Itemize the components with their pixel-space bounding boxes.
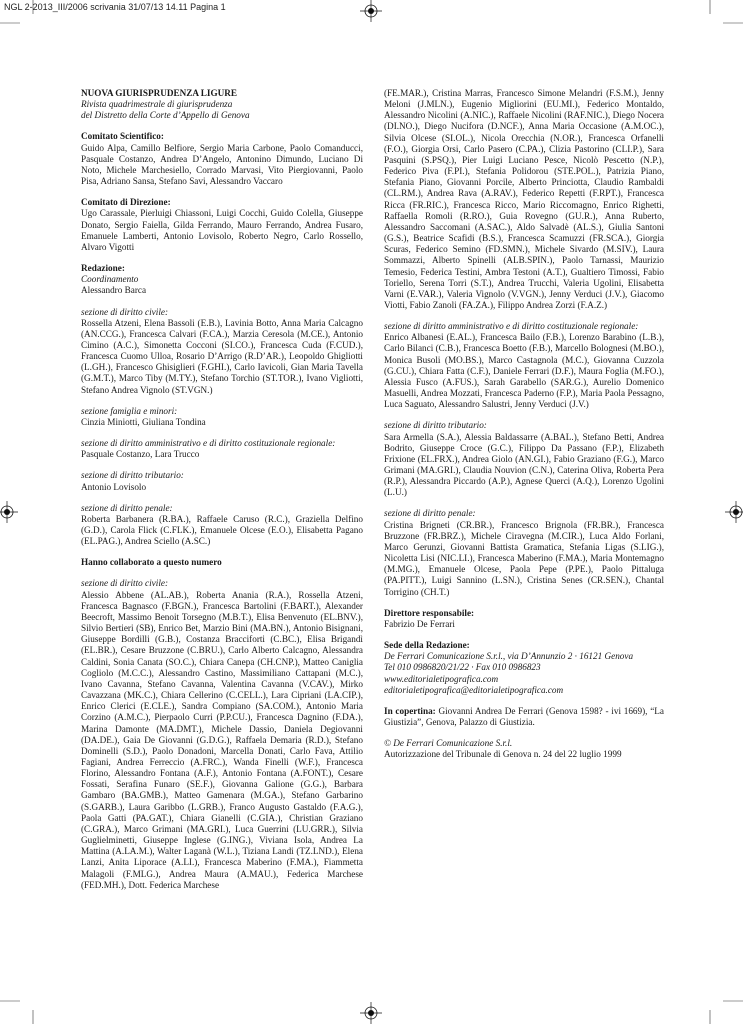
sede-email[interactable]: editorialetipografica@editorialetipografica.com — [384, 684, 564, 695]
right-column — [384, 88, 664, 760]
sede-website[interactable]: www.editorialetipografica.com — [384, 673, 499, 684]
comitato-scientifico-members: Guido Alpa, Camillo Belfiore, Sergio Maria Carbone, Paolo Comanducci, Pasquale Costanzo, Andrea D’Angelo, Antonino Dimundo, Luciano Di Noto, Michele Marchesiello, Corrado Marvasi, Vito Piergiovanni, Paolo Pisa, Adriano Sansa, Stefano Savi, Alessandro Vaccaro — [81, 142, 363, 187]
collab-penale-heading: sezione di diritto penale: — [384, 508, 476, 519]
collab-amministrativo-heading: sezione di diritto amministrativo e di diritto costituzionale regionale: — [384, 321, 639, 332]
coordinamento-label: Coordinamento — [81, 274, 139, 285]
printer-slug: NGL 2-2013_III/2006 scrivania 31/07/13 14.11 Pagina 1 — [4, 2, 226, 12]
autorizzazione: Autorizzazione del Tribunale di Genova n. 24 del 22 luglio 1999 — [384, 749, 622, 760]
copertina-paragraph — [384, 706, 664, 728]
collab-penale-members: Cristina Brigneti (CR.BR.), Francesco Brignola (FR.BR.), Francesca Bruzzone (FR.BRZ.), Michele Ciravegna (M.CIR.), Luca Aldo Forlani, Marco Gerunzi, Giovanni Battista Gramatica, Stefania Ligas (S.LIG.), Nicoletta Lisi (NIC.LI.), Francesca Maberino (F.MA.), Maria Montemagno (M.MG.), Emanuele Olcese, Paola Pepe (P.PE.), Paolo Pittaluga (PA.PITT.), Luigi Sannino (L.SN.), Cristina Senes (CR.SEN.), Chantal Torrigino (CH.T.) — [384, 519, 664, 597]
comitato-direzione-heading: Comitato di Direzione: — [81, 197, 171, 208]
registration-mark-top — [360, 0, 382, 22]
penale-section-members: Roberta Barbanera (R.BA.), Raffaele Caruso (R.C.), Graziella Delfino (G.D.), Carola Flick (C.FLK.), Emanuele Olcese (E.O.), Elisabetta Pagano (EL.PAG.), Andrea Sciello (A.SC.) — [81, 513, 363, 547]
civile-section-members: Rossella Atzeni, Elena Bassoli (E.B.), Lavinia Botto, Anna Maria Calcagno (AN.CCG.), Francesca Calvari (F.CA.), Marzia Ceresola (M.CE.), Antonio Cimino (A.C.), Simonetta Cocconi (SI.CO.), Francesca Cuda (F.CUD.), Francesca Cuomo Ulloa, Rosario D’Arrigo (R.D’AR.), Leopoldo Ghigliotti (L.GH.), Francesco Ghisiglieri (F.GHI.), Carlo Iavicoli, Gian Maria Tavella (G.M.T.), Marco Tiby (M.TY.), Stefano Torchio (ST.TOR.), Ivano Vigliotti, Stefano Andrea Vignolo (ST.VGN.) — [81, 317, 363, 395]
comitato-direzione-members: Ugo Carassale, Pierluigi Chiassoni, Luigi Cocchi, Guido Colella, Giuseppe Donato, Sergio Faiella, Gilda Ferrando, Mauro Ferrando, Andrea Fusaro, Emanuele Lamberti, Antonio Lovisolo, Roberto Negro, Carlo Rossello, Alvaro Vigotti — [81, 208, 363, 252]
tributario-section-heading: sezione di diritto tributario: — [81, 470, 184, 481]
famiglia-section-members: Cinzia Miniotti, Giuliana Tondina — [81, 416, 206, 427]
journal-title: NUOVA GIURISPRUDENZA LIGURE — [81, 88, 238, 98]
left-column — [81, 88, 363, 891]
collab-amministrativo-members: Enrico Albanesi (E.AL.), Francesca Bailo (F.B.), Lorenzo Barabino (L.B.), Carlo Bilanci (C.B.), Francesca Boetto (F.B.), Marcello Bolognesi (M.BO.), Monica Busoli (MO.BS.), Marco Castagnola (M.C.), Giovanna Cuzzola (G.CU.), Chiara Fatta (C.F.), Daniele Ferrari (D.F.), Maura Foglia (M.FO.), Alessia Fusco (A.FUS.), Sarah Garabello (SAR.G.), Aurelio Domenico Masuelli, Andrea Mozzati, Francesca Paderno (F.P.), Maria Paola Pessagno, Luca Saguato, Alessandro Salustri, Jenny Verduci (J.V.) — [384, 332, 664, 410]
collab-tributario-heading: sezione di diritto tributario: — [384, 420, 487, 431]
sede-phone: Tel 010 0986820/21/22 · Fax 010 0986823 — [384, 662, 541, 673]
coordinamento-name: Alessandro Barca — [81, 285, 147, 296]
journal-subtitle-line-1: Rivista quadrimestrale di giurisprudenza — [81, 99, 233, 110]
journal-subtitle-line-2: del Distretto della Corte d’Appello di Genova — [81, 110, 250, 121]
collab-civile-heading: sezione di diritto civile: — [81, 578, 169, 589]
copertina-heading: In copertina: — [384, 705, 436, 716]
civile-section-heading: sezione di diritto civile: — [81, 306, 169, 317]
tributario-section-members: Antonio Lovisolo — [81, 481, 147, 492]
amministrativo-section-members: Pasquale Costanzo, Lara Trucco — [81, 449, 200, 460]
collab-civile-members-continued: (FE.MAR.), Cristina Marras, Francesco Simone Melandri (F.S.M.), Jenny Meloni (J.MLN.), Eugenio Migliorini (EU.MI.), Federico Montaldo, Alessandro Nicolini (A.NIC.), Raffaele Nicolini (RAF.NIC.), Diego Nocera (DI.NO.), Diego Nucifora (D.NCF.), Anna Maria Occasione (A.M.OC.), Silvia Olcese (SI.OL.), Nicola Orecchia (N.OR.), Francesca Orfanelli (F.O.), Giorgia Orsi, Carlo Pasero (C.PA.), Clizia Pastorino (CLI.P.), Sara Pasquini (S.PSQ.), Pier Luigi Luciano Pesce, Nicolò Pescetto (N.P.), Federico Piva (F.PI.), Stefania Polidorou (STE.POL.), Patrizia Piano, Stefania Piano, Giovanni Porcile, Alberto Princiotta, Claudio Rambaldi (CL.RM.), Andrea Rava (A.RAV.), Federico Repetti (F.RPT.), Francesca Ricca (FR.RIC.), Francesca Ricco, Mario Riccomagno, Enrico Righetti, Raffaella Romoli (R.RO.), Guia Rovegno (GU.R.), Anna Ruberto, Alessandro Saccomani (A.SAC.), Aldo Salvadè (AL.S.), Giulia Santoni (G.S.), Beatrice Scafidi (B.S.), Francesca Scamuzzi (FR.SCA.), Giorgia Scuras, Federico Semino (FD.SMN.), Michele Sivardo (M.SIV.), Laura Sommazzi, Alberto Spinelli (ALB.SPIN.), Paolo Tarnassi, Maurizio Temesio, Federica Testini, Ambra Testoni (A.T.), Gualtiero Timossi, Fabio Toriello, Serena Torri (S.T.), Andrea Trucchi, Valeria Ugolini, Elisabetta Varni (E.VAR.), Valeria Vignolo (V.VGN.), Jenny Verduci (J.V.), Giacomo Viotti, Fabio Zanoli (FA.ZA.), Filippo Andrea Zorzi (F.A.Z.) — [384, 88, 664, 310]
amministrativo-section-heading: sezione di diritto amministrativo e di diritto costituzionale regionale: — [81, 438, 336, 449]
registration-mark-bottom — [360, 1002, 382, 1024]
direttore-heading: Direttore responsabile: — [384, 607, 475, 618]
collab-tributario-members: Sara Armella (S.A.), Alessia Baldassarre (A.BAL.), Stefano Betti, Andrea Bodrito, Giuseppe Croce (G.C.), Filippo Da Passano (F.P.), Elizabeth Frixione (EL.FRX.), Andrea Giolo (AN.GI.), Fabio Graziano (F.G.), Marco Grimani (MA.GRI.), Claudia Nouvion (C.N.), Caterina Oliva, Roberta Pera (R.P.), Alessandra Piccardo (A.P.), Agnese Querci (A.Q.), Lorenzo Ugolini (L.U.) — [384, 431, 664, 498]
sede-heading: Sede della Redazione: — [384, 640, 470, 651]
comitato-scientifico-heading: Comitato Scientifico: — [81, 131, 164, 142]
registration-mark-right — [725, 501, 743, 523]
collaborators-heading: Hanno collaborato a questo numero — [81, 557, 222, 568]
penale-section-heading: sezione di diritto penale: — [81, 502, 173, 513]
redazione-heading: Redazione: — [81, 263, 125, 274]
registration-mark-left — [0, 501, 18, 523]
copertina-text: Giovanni Andrea De Ferrari (Genova 1598? - ivi 1669), “La Giustizia”, Genova, Palazzo di Giustizia. — [384, 705, 664, 727]
collab-civile-members: Alessio Abbene (AL.AB.), Roberta Anania (R.A.), Rossella Atzeni, Francesca Bagnasco (F.BGN.), Francesca Bartolini (F.BART.), Alexander Beecroft, Massimo Benoit Torsegno (M.B.T.), Elisa Benvenuto (EL.BNV.), Silvio Bertieri (SB), Enrico Bet, Marzio Bini (MA.BN.), Antonio Bisignani, Giuseppe Bordilli (G.B.), Costanza Bracciforti (C.BC.), Elisa Brigandì (EL.BR.), Cesare Bruzzone (C.BRU.), Carlo Alberto Calcagno, Alessandra Caldini, Sonia Canata (SO.C.), Chiara Canepa (CH.CNP.), Matteo Caniglia Cogliolo (M.C.C.), Alessandro Castino, Massimiliano Cattapani (M.C.), Ivano Cavanna, Stefano Cavanna, Valentina Cavanna (V.CAV.), Mirko Cavazzana (MK.C.), Chiara Cellerino (C.CELL.), Lara Cipriani (LA.CIP.), Enrico Clerici (E.CLE.), Sandra Compiano (SA.COM.), Antonio Maria Corzino (A.M.C.), Pierpaolo Curri (P.P.CU.), Francesca Dagnino (F.DA.), Marina Damonte (MA.DMT.), Michele Dassio, Daniela Degiovanni (DA.DE.), Gaia De Giovanni (G.D.G.), Raffaela Demaria (R.D.), Stefano Dominelli (S.D.), Paolo Donadoni, Marcella Donati, Carlo Fava, Attilio Fagiani, Andrea Ferreccio (A.FRC.), Wanda Finelli (W.F.), Francesca Florino, Alessandro Fontana (A.F.), Antonio Fontana (A.FONT.), Cesare Fossati, Serafina Funaro (SE.F.), Giovanna Galione (G.G.), Barbara Gambaro (BA.GMB.), Matteo Gamenara (M.GA.), Stefano Garbarino (S.GARB.), Laura Garibbo (L.GRB.), Franco Augusto Gastaldo (F.A.G.), Paola Gatti (PA.GAT.), Chiara Gianelli (C.GIA.), Christian Graziano (C.GRA.), Marco Grimani (MA.GRI.), Luca Guerrini (LU.GRR.), Silvia Guglielminetti, Giuseppe Inglese (G.ING.), Viviana Isola, Andrea La Mattina (A.LA.M.), Walter Laganà (W.L.), Tiziana Landi (TZ.LND.), Elena Lanzi, Anita Liporace (A.LI.), Francesca Maberino (F.MA.), Fiammetta Malagoli (F.MLG.), Andrea Maura (A.MAU.), Federica Marchese (FED.MH.), Dott. Federica Marchese — [81, 589, 363, 890]
famiglia-section-heading: sezione famiglia e minori: — [81, 405, 178, 416]
sede-address: De Ferrari Comunicazione S.r.l., via D’Annunzio 2 · 16121 Genova — [384, 651, 634, 662]
copyright: © De Ferrari Comunicazione S.r.l. — [384, 738, 513, 749]
direttore-name: Fabrizio De Ferrari — [384, 618, 455, 629]
